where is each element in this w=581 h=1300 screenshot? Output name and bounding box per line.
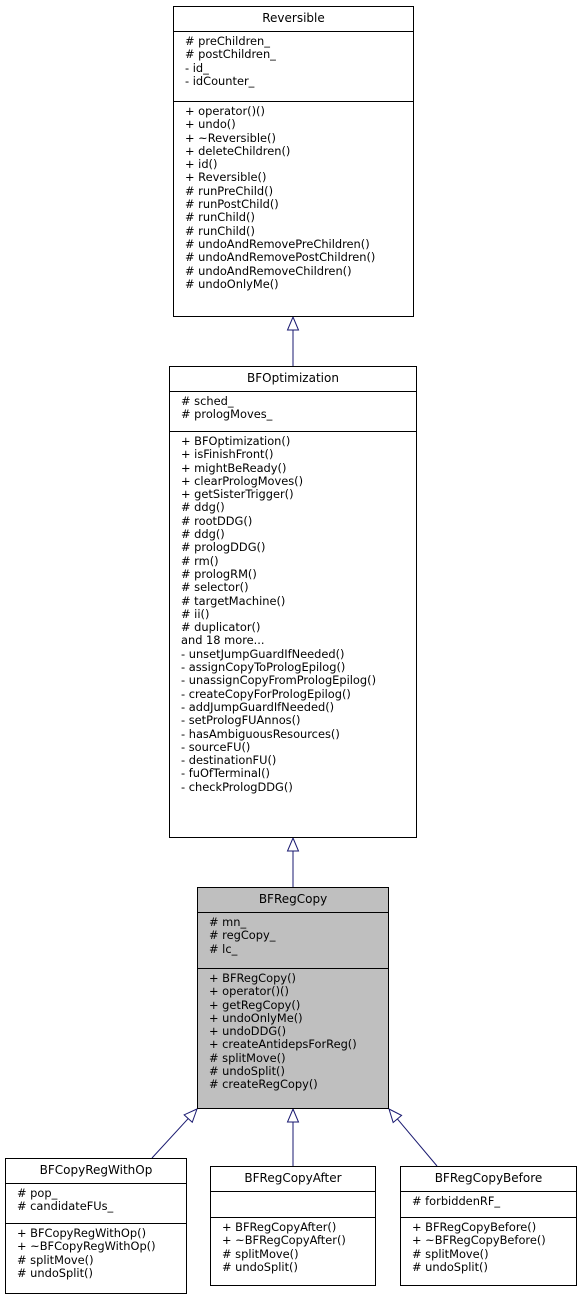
attribute: # pop_ [17,1186,58,1200]
method: + Reversible() [185,170,267,185]
class-title: BFCopyRegWithOp [39,1163,153,1177]
inheritance-arrowhead [288,838,299,851]
method: # undoAndRemovePreChildren() [185,236,370,251]
attribute: - idCounter_ [185,73,255,88]
method: # ddg() [181,500,225,515]
method: + BFCopyRegWithOp() [17,1226,147,1240]
attributes-section [211,1191,375,1217]
method: # duplicator() [181,620,261,635]
method: + operator()() [209,984,289,999]
method: + BFRegCopyAfter() [222,1220,337,1234]
method: # undoOnlyMe() [185,276,279,291]
methods-section [198,968,388,1092]
method: # splitMove() [222,1246,299,1261]
method: + clearPrologMoves() [181,473,304,488]
method: + mightBeReady() [181,460,287,475]
method: # undoAndRemoveChildren() [185,263,352,278]
attribute: # mn_ [209,915,247,929]
method: # splitMove() [17,1252,94,1267]
method: - fuOfTerminal() [181,766,270,781]
method: + BFRegCopyBefore() [412,1220,537,1234]
method: - addJumpGuardIfNeeded() [181,699,335,714]
method: + id() [185,157,218,172]
class-title: BFRegCopy [258,892,328,906]
edge-bfcopyregwithop-to-bfregcopy [152,1119,188,1158]
method: # undoSplit() [209,1064,285,1079]
attributes-section [401,1191,576,1217]
method: # rootDDG() [181,513,253,528]
method: # splitMove() [209,1050,286,1065]
method: # selector() [181,580,249,595]
methods-section [401,1217,576,1274]
method: - unsetJumpGuardIfNeeded() [181,646,345,661]
method: # undoSplit() [222,1259,298,1274]
method: # prologDDG() [181,540,266,555]
method: # runChild() [185,223,255,238]
method: - checkPrologDDG() [181,779,293,794]
inheritance-arrowhead [389,1109,402,1122]
attribute: # prologMoves_ [181,407,273,422]
attributes-section [174,31,413,101]
class-bfregcopybefore[interactable] [400,1166,577,1286]
methods-section [6,1223,186,1280]
method: + ~Reversible() [185,130,276,145]
attribute: - id_ [185,60,209,75]
attribute: # regCopy_ [209,928,276,943]
attributes-section [170,391,416,431]
class-title: Reversible [262,11,325,25]
methods-section [211,1217,375,1274]
attribute: # forbiddenRF_ [412,1194,501,1208]
method: + operator()() [185,104,265,118]
method: + createAntidepsForReg() [209,1037,357,1052]
method: # undoAndRemovePostChildren() [185,250,376,265]
class-title: BFOptimization [247,371,339,385]
method: + ~BFCopyRegWithOp() [17,1239,156,1254]
method: # prologRM() [181,566,257,581]
method: + deleteChildren() [185,143,291,158]
more-methods-link: and 18 more... [181,633,265,648]
method: + BFRegCopy() [209,971,296,985]
method: + ~BFRegCopyBefore() [412,1233,546,1248]
class-bfoptimization[interactable] [169,366,417,838]
edge-bfregcopybefore-to-bfregcopy [397,1119,437,1166]
method: # rm() [181,553,219,568]
attributes-section [198,912,388,968]
method: # ii() [181,606,210,621]
class-title: BFRegCopyAfter [244,1171,342,1185]
method: + undo() [185,117,236,132]
attributes-section [6,1183,186,1223]
method: # undoSplit() [412,1259,488,1274]
method: # createRegCopy() [209,1077,318,1092]
method: - unassignCopyFromPrologEpilog() [181,673,377,688]
method: - createCopyForPrologEpilog() [181,686,351,701]
method: # runChild() [185,210,255,225]
attribute: # candidateFUs_ [17,1199,114,1214]
method: - setPrologFUAnnos() [181,713,301,728]
methods-section [170,431,416,794]
methods-section [174,101,413,291]
class-bfregcopyafter[interactable] [210,1166,376,1286]
class-bfcopyregwithop[interactable] [5,1158,187,1294]
method: - sourceFU() [181,739,251,754]
method: # splitMove() [412,1246,489,1261]
method: + getSisterTrigger() [181,487,294,502]
attribute: # postChildren_ [185,47,276,62]
method: # ddg() [181,527,225,542]
method: + BFOptimization() [181,434,291,448]
class-reversible[interactable] [173,6,414,317]
method: # runPreChild() [185,183,274,198]
attribute: # lc_ [209,941,238,956]
method: # undoSplit() [17,1265,93,1280]
method: + getRegCopy() [209,997,301,1012]
inheritance-arrowhead [288,1109,299,1122]
method: + undoDDG() [209,1024,287,1039]
method: # runPostChild() [185,197,279,212]
attribute: # sched_ [181,394,234,408]
method: + isFinishFront() [181,447,274,462]
method: - hasAmbiguousResources() [181,726,340,741]
method: + undoOnlyMe() [209,1010,303,1025]
method: - assignCopyToPrologEpilog() [181,660,346,675]
attribute: # preChildren_ [185,34,270,48]
inheritance-arrowhead [288,317,299,330]
class-title: BFRegCopyBefore [434,1171,543,1185]
method: - destinationFU() [181,753,277,768]
method: + ~BFRegCopyAfter() [222,1233,346,1248]
method: # targetMachine() [181,593,286,608]
class-bfregcopy[interactable] [197,887,389,1109]
